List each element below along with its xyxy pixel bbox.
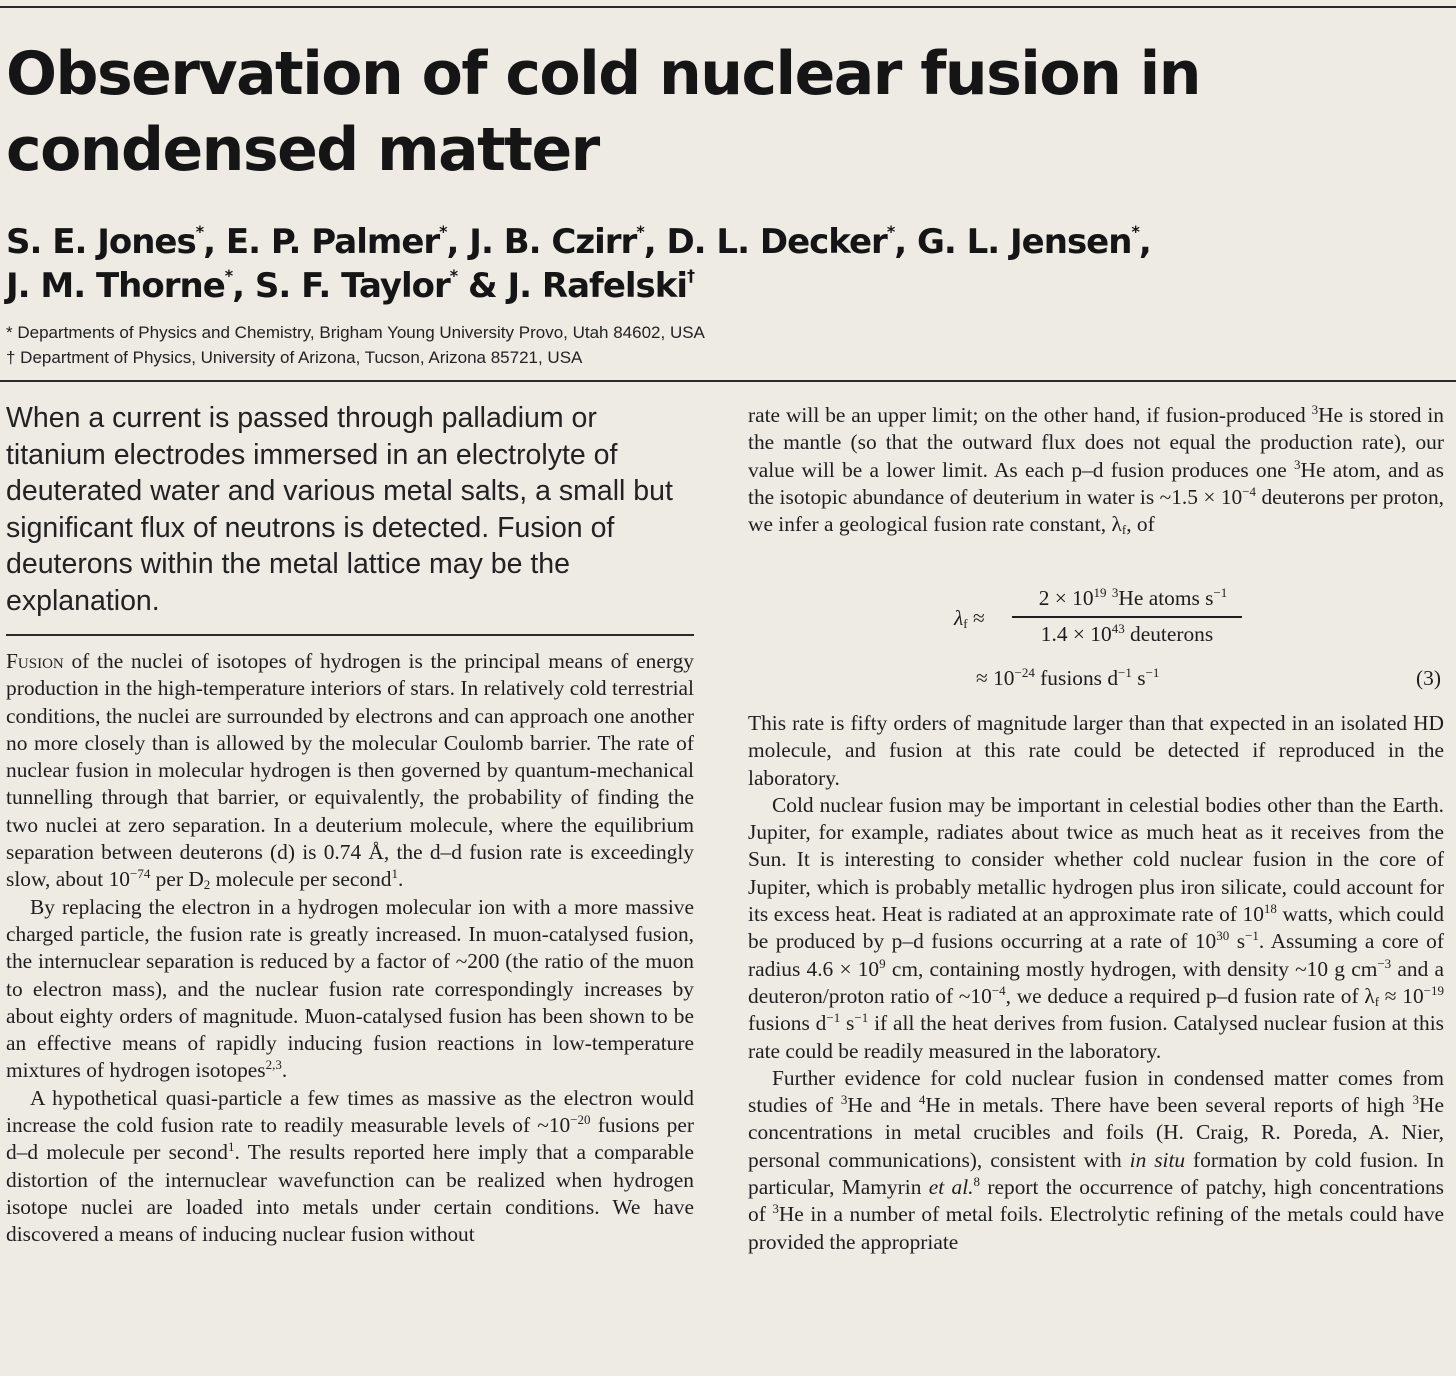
paragraph: A hypothetical quasi-particle a few times as massive as the electron would increase the cold fusion rate to readily measurable levels of $\sim 10^{-20}$ fusions per d–d molecule per second$^1$. The results reported here imply that a comparable distortion of the internuclear wavefunction can be realized when hydrogen isotope nuclei are loaded into metals under certain conditions. We have discovered a means of inducing nuclear fusion without (6, 1085, 694, 1247)
equation-result: ≈ $10^{-24}$ fusions $d^{-1}$ $s^{-1}$ (976, 665, 1160, 690)
paragraph: Further evidence for cold nuclear fusion in condensed matter comes from studies of $^3$He and $^4$He in metals. There have been several reports of high $^3$He concentrations in metal crucibles and foils (H. Craig, R. Poreda, A. Nier, personal communications), consistent with in situ formation by cold fusion. In particular, Mamyrin et al.$^8$ report the occurrence of patchy, high concentrations of $^3$He in a number of metal foils. Electrolytic refining of the metals could have provided the appropriate (748, 1065, 1445, 1254)
paragraph: Fusion of the nuclei of isotopes of hydrogen is the principal means of energy production in the high-temperature interiors of stars. In relatively cold terrestrial conditions, the nuclei are surrounded by electrons and can approach one another no more closely than is allowed by the molecular Coulomb barrier. The rate of nuclear fusion in molecular hydrogen is then governed by quantum-mechanical tunnelling through that barrier, or equivalently, the probability of finding the two nuclei at zero separation. In a deuterium molecule, where the equilibrium separation between deuterons (d) is 0.74 Å, the d–d fusion rate is exceedingly slow, about $10^{-74}$ per $D_2$ molecule per second$^1$. (6, 649, 694, 893)
affiliation-1: * Departments of Physics and Chemistry, Brigham Young University Provo, Utah 84602, USA (6, 323, 705, 342)
author: J. B. Czirr* (469, 222, 644, 262)
header-rule (0, 380, 1456, 382)
author: G. L. Jensen* (916, 222, 1139, 262)
article-title: Observation of cold nuclear fusion in condensed matter (6, 39, 1200, 185)
abstract: When a current is passed through palladium or titanium electrodes immersed in an electrolyte of deuterated water and various metal salts, a small but significant flux of neutrons is detected. Fusion of deuterons within the metal lattice may be the explanation. (6, 402, 673, 617)
paragraph: Cold nuclear fusion may be important in celestial bodies other than the Earth. Jupiter, for example, radiates about twice as much heat as it receives from the Sun. It is interesting to consider whether cold nuclear fusion in the core of Jupiter, which is probably metallic hydrogen plus iron silicate, could account for its excess heat. Heat is radiated at an approximate rate of $10^{18}$ watts, which could be produced by p–d fusions occurring at a rate of $10^{30}$ $s^{-1}$. Assuming a core of radius $4.6 \times 10^9$ cm, containing mostly hydrogen, with density ~10 g $cm^{-3}$ and a deuteron/proton ratio of $\sim 10^{-4}$, we deduce a required p–d fusion rate of $\lambda_f \approx 10^{-19}$ fusions $d^{-1}$ $s^{-1}$ if all the heat derives from fusion. Catalysed nuclear fusion at this rate could be readily measured in the laboratory. (748, 792, 1445, 1063)
column-right-top (748, 402, 1444, 538)
author: E. P. Palmer* (225, 222, 447, 262)
author-list: S. E. Jones*, E. P. Palmer*, J. B. Czirr*, D. L. Decker*, G. L. Jensen*, J. M. Thorne*, S. F. Taylor* & J. Rafelski† (6, 222, 1151, 306)
equation-denominator: $1.4 \times 10^{43}$ deuterons (1040, 621, 1214, 646)
equation-3 (748, 584, 1448, 702)
equation-numerator: $2 \times 10^{19}$ $^3$He atoms $s^{-1}$ (1038, 585, 1228, 610)
paragraph: By replacing the electron in a hydrogen molecular ion with a more massive charged particle, the fusion rate is greatly increased. In muon-catalysed fusion, the internuclear separation is reduced by a factor of ~200 (the ratio of the muon to electron mass), and the nuclear fusion rate correspondingly increases by about eighty orders of magnitude. Muon-catalysed fusion has been shown to be an effective means of rapidly inducing fusion reactions in low-temperature mixtures of hydrogen isotopes$^{2,3}$. (6, 894, 694, 1083)
author: S. F. Taylor* (254, 266, 458, 306)
column-right-bottom (748, 710, 1444, 1256)
author: S. E. Jones* (6, 222, 204, 262)
paragraph: rate will be an upper limit; on the other hand, if fusion-produced $^3$He is stored in the mantle (so that the outward flux does not equal the production rate), our value will be a lower limit. As each p–d fusion produces one $^3$He atom, and as the isotopic abundance of deuterium in water is ~1.5 × $10^{-4}$ deuterons per proton, we infer a geological fusion rate constant, $\lambda_f$, of (748, 402, 1444, 538)
paragraph: This rate is fifty orders of magnitude larger than that expected in an isolated HD molecule, and fusion at this rate could be detected if reproduced in the laboratory. (748, 711, 1444, 790)
affiliation-2: † Department of Physics, University of Arizona, Tucson, Arizona 85721, USA (6, 348, 583, 367)
author: J. Rafelski† (507, 266, 695, 306)
column-left (6, 648, 694, 1249)
abstract-rule (6, 634, 694, 636)
author: D. L. Decker* (666, 222, 895, 262)
equation-number: (3) (1416, 666, 1441, 690)
author: J. M. Thorne* (6, 266, 233, 306)
fraction-bar (1012, 616, 1242, 618)
top-rule (0, 6, 1456, 8)
equation-lhs: $\lambda_f$ ≈ (954, 606, 985, 631)
